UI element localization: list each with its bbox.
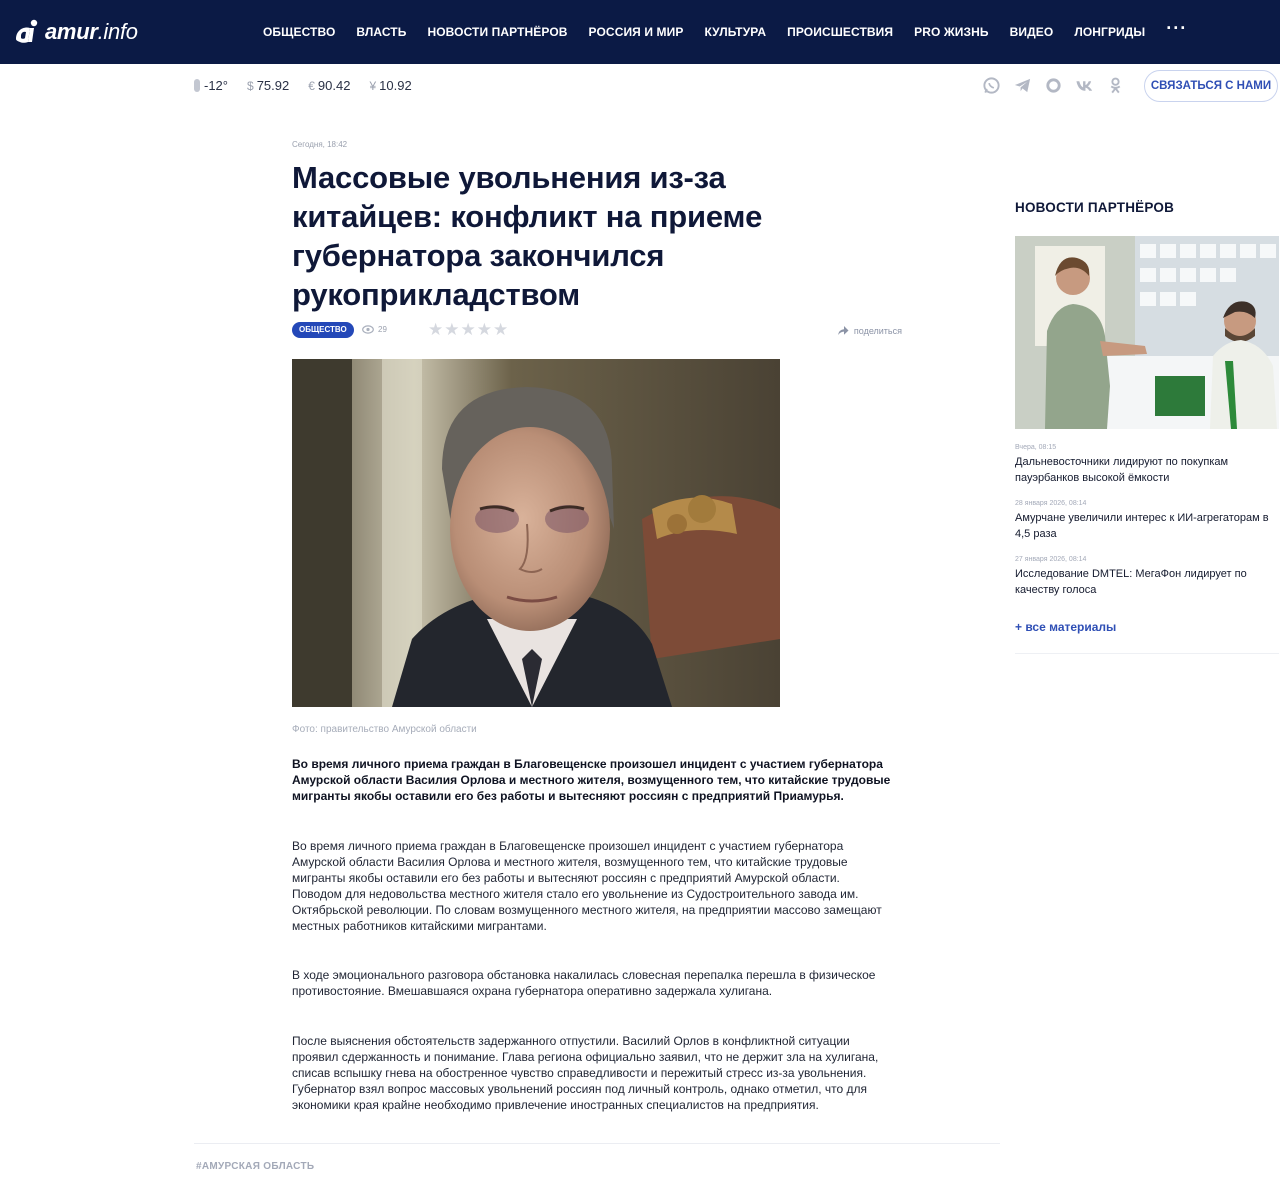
share-label: поделиться xyxy=(853,325,902,336)
share-icon xyxy=(837,325,849,336)
eur-value: 90.42 xyxy=(317,78,351,93)
news-date: 27 января 2026, 08:14 xyxy=(1015,556,1087,563)
photo-caption: Фото: правительство Амурской области xyxy=(292,724,477,735)
star-icon[interactable]: ★ xyxy=(428,320,444,339)
nav-item-culture[interactable]: КУЛЬТУРА xyxy=(704,25,767,39)
article-lead: Во время личного приема граждан в Благовещенске произошел инцидент с участием губернатора Амурской области Василия Орлова и местного жителя, возмущенного тем, что китайские трудовые мигранты якобы оставили его без работы и вытесняют россиян с предприятий Приамурья. xyxy=(292,757,891,803)
thermometer-icon xyxy=(194,79,200,92)
nav-item-power[interactable]: ВЛАСТЬ xyxy=(356,25,407,39)
article-meta xyxy=(292,322,904,342)
nav-item-society[interactable]: ОБЩЕСТВО xyxy=(263,25,336,39)
weather-and-rates xyxy=(194,78,431,93)
usd-value: 75.92 xyxy=(256,78,290,93)
star-icon[interactable]: ★ xyxy=(493,320,509,339)
nav-item-russia-world[interactable]: РОССИЯ И МИР xyxy=(588,25,684,39)
partner-news-item[interactable] xyxy=(1015,500,1279,542)
article-hashtag[interactable]: #АМУРСКАЯ ОБЛАСТЬ xyxy=(196,1161,315,1172)
nav-item-pro-life[interactable]: PRO ЖИЗНЬ xyxy=(914,25,989,39)
article-title: Массовые увольнения из-за китайцев: конфликт на приеме губернатора закончился рукоприкладством xyxy=(292,160,763,312)
article-date: Сегодня, 18:42 xyxy=(292,140,348,149)
divider xyxy=(194,1143,1000,1144)
yuan-icon: ¥ xyxy=(369,78,377,93)
logo-text: amur.info xyxy=(45,19,138,44)
odnoklassniki-icon[interactable] xyxy=(1104,74,1126,96)
nav-item-longreads[interactable]: ЛОНГРИДЫ xyxy=(1074,25,1146,39)
euro-icon: € xyxy=(308,78,315,93)
telegram-icon[interactable] xyxy=(1011,74,1033,96)
social-links xyxy=(980,74,1135,96)
cny-rate xyxy=(369,78,411,93)
more-menu-button[interactable]: ··· xyxy=(1166,17,1188,38)
view-counter xyxy=(362,325,387,334)
logo-icon xyxy=(12,17,42,47)
news-headline[interactable]: Дальневосточники лидируют по покупкам пауэрбанков высокой ёмкости xyxy=(1015,456,1229,484)
article-paragraph: После выяснения обстоятельств задержанного отпустили. Василий Орлов в конфликтной ситуации проявил сдержанность и понимание. Глава региона официально заявил, что не держит зла на хулигана, списав вспышку гнева на обостренное чувство справедливости и пережитый стресс из-за увольнения. Губернатор взял вопрос массовых увольнений россиян под личный контроль, однако отметил, что для экономики края крайне необходимо привлечение иностранных специалистов на предприятия. xyxy=(292,1034,879,1112)
star-icon[interactable]: ★ xyxy=(444,320,460,339)
weather xyxy=(194,78,228,93)
top-navigation xyxy=(0,0,1280,64)
article-paragraph: Во время личного приема граждан в Благовещенске произошел инцидент с участием губернатора Амурской области Василия Орлова и местного жителя, возмущенного тем, что китайские трудовые мигранты якобы оставили его без работы и вытесняют россиян с предприятий Амурской области. Поводом для недовольства местного жителя стало его увольнение из Судостроительного завода им. Октябрьской революции. По словам возмущенного местного жителя, на предприятии массово замещают местных работников китайскими мигрантами. xyxy=(292,839,882,933)
nav-item-incidents[interactable]: ПРОИСШЕСТВИЯ xyxy=(787,25,894,39)
article-paragraph: В ходе эмоционального разговора обстановка накалилась словесная перепалка перешла в физическое противостояние. Вмешавшаяся охрана губернатора оперативно задержала хулигана. xyxy=(292,968,876,998)
dollar-icon: $ xyxy=(247,78,254,93)
main-menu xyxy=(263,0,1187,64)
rating-stars xyxy=(428,321,509,338)
news-headline[interactable]: Исследование DMTEL: МегаФон лидирует по качеству голоса xyxy=(1015,568,1247,596)
divider xyxy=(1015,653,1279,654)
max-icon[interactable] xyxy=(1042,74,1064,96)
site-logo[interactable] xyxy=(12,16,138,48)
vk-icon[interactable] xyxy=(1073,74,1095,96)
news-date: Вчера, 08:15 xyxy=(1015,444,1057,451)
partner-news-image[interactable] xyxy=(1015,236,1279,429)
view-count: 29 xyxy=(378,325,387,334)
share-button[interactable] xyxy=(837,325,902,336)
sidebar-title: НОВОСТИ ПАРТНЁРОВ xyxy=(1015,200,1175,215)
news-date: 28 января 2026, 08:14 xyxy=(1015,500,1087,507)
partner-news-item[interactable] xyxy=(1015,556,1279,598)
nav-item-video[interactable]: ВИДЕО xyxy=(1009,25,1054,39)
whatsapp-icon[interactable] xyxy=(980,74,1002,96)
usd-rate xyxy=(247,78,289,93)
category-tag[interactable]: ОБЩЕСТВО xyxy=(292,322,354,338)
eur-rate xyxy=(308,78,350,93)
all-materials-link[interactable]: + все материалы xyxy=(1015,620,1117,634)
eye-icon xyxy=(362,325,374,334)
star-icon[interactable]: ★ xyxy=(460,320,476,339)
partner-news-item[interactable] xyxy=(1015,444,1279,486)
info-bar xyxy=(0,64,1280,108)
cny-value: 10.92 xyxy=(379,78,412,93)
temperature-value: -12° xyxy=(204,78,228,93)
news-headline[interactable]: Амурчане увеличили интерес к ИИ-агрегаторам в 4,5 раза xyxy=(1015,512,1269,540)
nav-item-partner-news[interactable]: НОВОСТИ ПАРТНЁРОВ xyxy=(427,25,568,39)
contact-us-button[interactable]: СВЯЗАТЬСЯ С НАМИ xyxy=(1144,70,1278,102)
star-icon[interactable]: ★ xyxy=(476,320,492,339)
article-photo xyxy=(292,359,780,707)
